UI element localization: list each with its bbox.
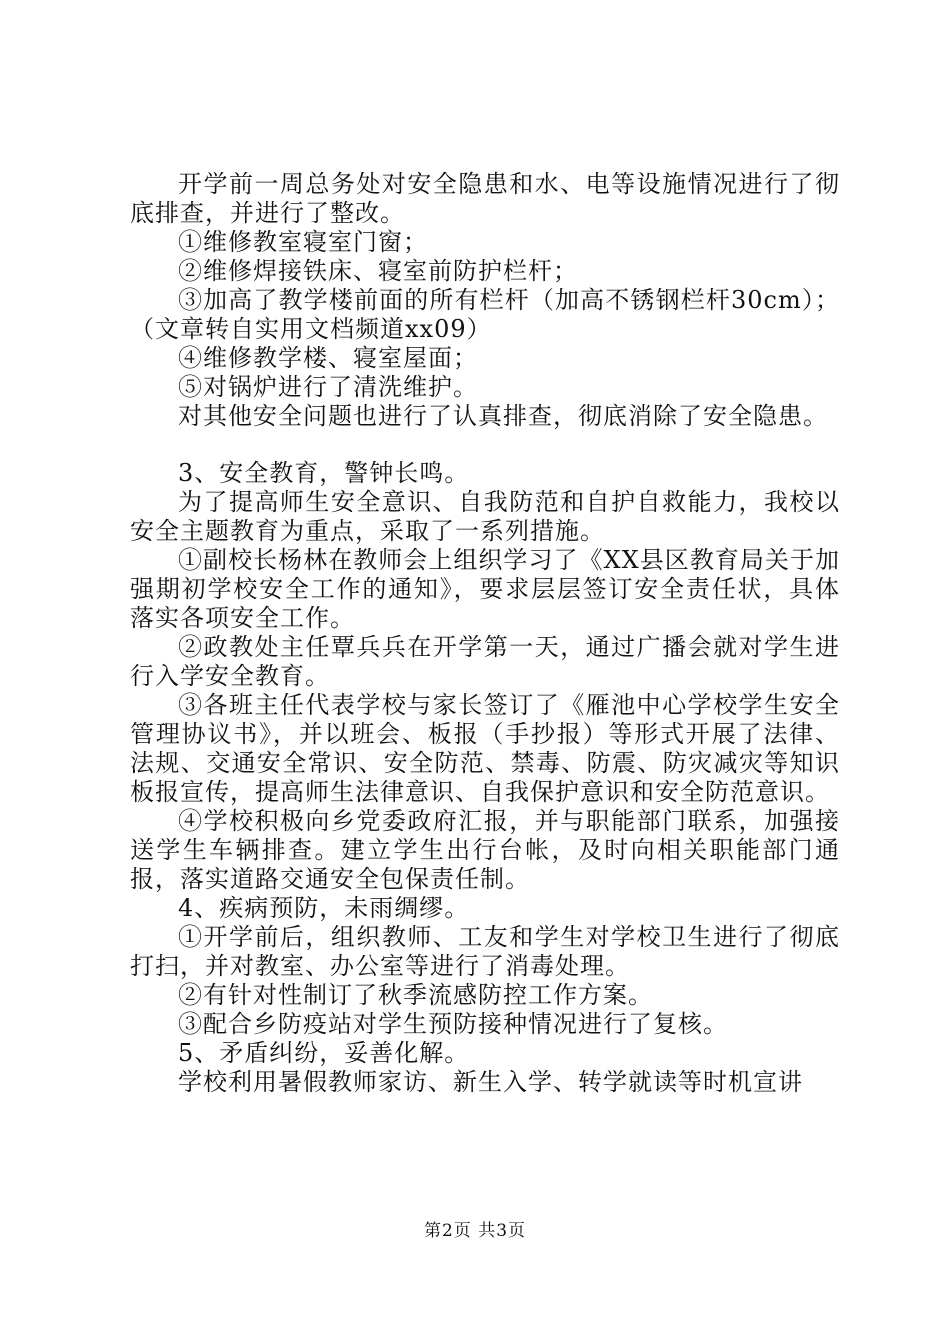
list-item-cleaning: ①开学前后，组织教师、工友和学生对学校卫生进行了彻底打扫，并对教室、办公室等进行了消毒处理。	[130, 923, 840, 980]
paragraph-dispute-resolution: 学校利用暑假教师家访、新生入学、转学就读等时机宣讲	[178, 1068, 803, 1096]
paragraph-inspection-intro: 开学前一周总务处对安全隐患和水、电等设施情况进行了彻底排查，并进行了整改。	[130, 170, 840, 227]
list-item-teacher-meeting: ①副校长杨林在教师会上组织学习了《XX县区教育局关于加强期初学校安全工作的通知》，要求层层签订安全责任状，具体落实各项安全工作。	[130, 546, 840, 632]
list-item-vehicle-inspection: ④学校积极向乡党委政府汇报，并与职能部门联系，加强接送学生车辆排查。建立学生出行台帐，及时向相关职能部门通报，落实道路交通安全包保责任制。	[130, 807, 840, 893]
list-item-vaccination-check: ③配合乡防疫站对学生预防接种情况进行了复核。	[178, 1010, 728, 1038]
paragraph-spacer	[130, 431, 840, 459]
list-item-weld-beds: ②维修焊接铁床、寝室前防护栏杆；	[178, 257, 578, 285]
list-item-boiler-maintenance: ⑤对锅炉进行了清洗维护。	[178, 373, 478, 401]
list-item-repair-doors: ①维修教室寝室门窗；	[178, 228, 428, 256]
section-heading-disease-prevention: 4、疾病预防，未雨绸缪。	[178, 894, 470, 922]
paragraph-other-issues: 对其他安全问题也进行了认真排查，彻底消除了安全隐患。	[178, 402, 828, 430]
section-heading-dispute-resolution: 5、矛盾纠纷，妥善化解。	[178, 1039, 470, 1067]
document-body	[130, 170, 840, 1097]
paragraph-safety-education-intro: 为了提高师生安全意识、自我防范和自护自救能力，我校以安全主题教育为重点，采取了一系列措施。	[130, 488, 840, 545]
list-item-raise-railings: ③加高了教学楼前面的所有栏杆（加高不锈钢栏杆30cm）；（文章转自实用文档频道xx09）	[130, 286, 840, 343]
list-item-flu-plan: ②有针对性制订了秋季流感防控工作方案。	[178, 981, 653, 1009]
list-item-broadcast-education: ②政教处主任覃兵兵在开学第一天，通过广播会就对学生进行入学安全教育。	[130, 633, 840, 690]
page-footer: 第2页 共3页	[423, 1221, 527, 1241]
section-heading-safety-education: 3、安全教育，警钟长鸣。	[178, 459, 470, 487]
list-item-parent-agreement: ③各班主任代表学校与家长签订了《雁池中心学校学生安全管理协议书》，并以班会、板报（手抄报）等形式开展了法律、法规、交通安全常识、安全防范、禁毒、防震、防灾减灾等知识板报宣传，提高师生法律意识、自我保护意识和安全防范意识。	[130, 691, 840, 806]
list-item-repair-roofs: ④维修教学楼、寝室屋面；	[178, 344, 478, 372]
